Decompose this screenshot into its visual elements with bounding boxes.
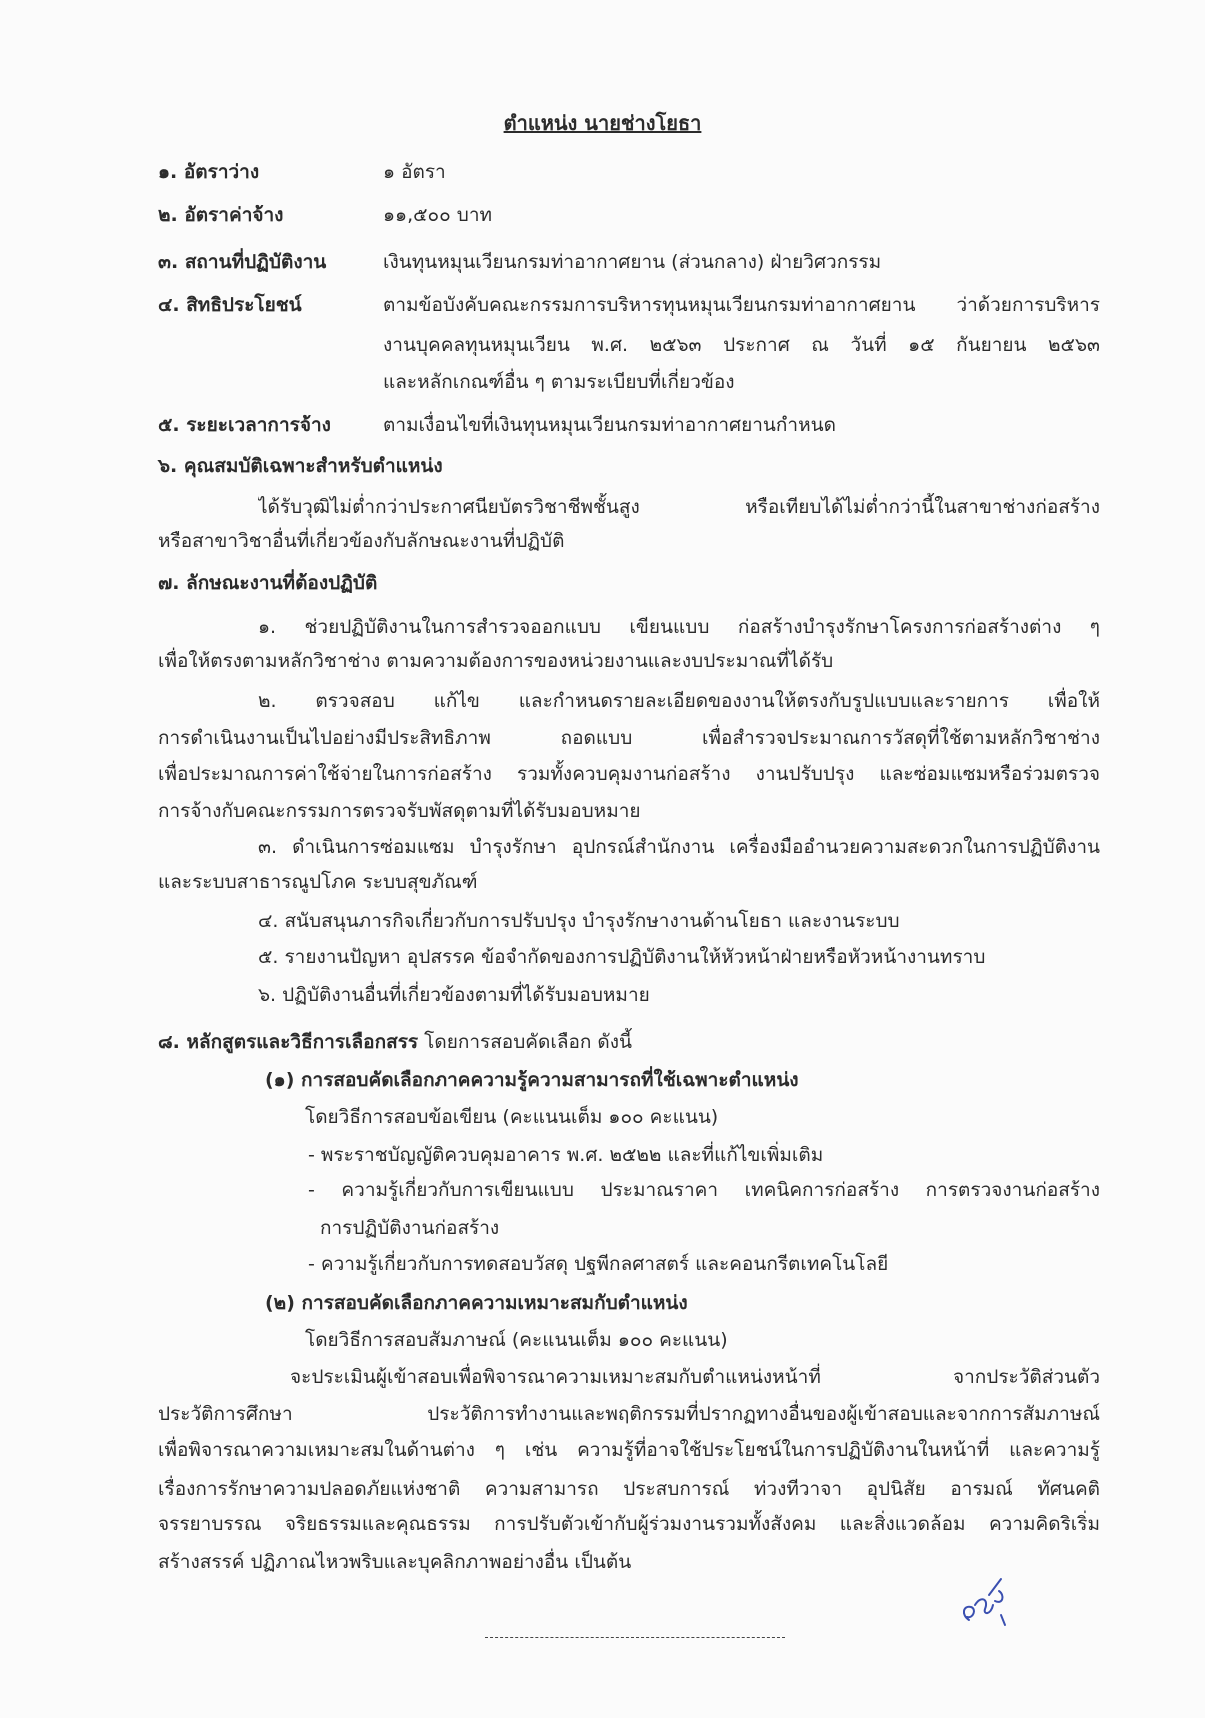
- duty-line: และระบบสาธารณูปโภค ระบบสุขภัณฑ์: [158, 871, 478, 893]
- exam-part-1-method: โดยวิธีการสอบข้อเขียน (คะแนนเต็ม ๑๐๐ คะแนน): [305, 1106, 719, 1128]
- item-8-label-rest: โดยการสอบคัดเลือก ดังนี้: [418, 1031, 633, 1053]
- handwritten-initials: [955, 1565, 1015, 1635]
- item-6-line: หรือสาขาวิชาอื่นที่เกี่ยวข้องกับลักษณะงานที่ปฏิบัติ: [158, 530, 565, 552]
- exam-topic: การปฏิบัติงานก่อสร้าง: [320, 1217, 500, 1239]
- exam-topic: - พระราชบัญญัติควบคุมอาคาร พ.ศ. ๒๕๒๒ และที่แก้ไขเพิ่มเติม: [308, 1144, 824, 1166]
- item-4-label: ๔. สิทธิประโยชน์: [158, 294, 302, 316]
- evaluation-line: จรรยาบรรณ จริยธรรมและคุณธรรม การปรับตัวเข้ากับผู้ร่วมงานรวมทั้งสังคม และสิ่งแวดล้อม ความคิดริเริ่ม: [158, 1513, 1100, 1535]
- item-2-value: ๑๑,๕๐๐ บาท: [383, 204, 493, 226]
- item-1-label: ๑. อัตราว่าง: [158, 161, 260, 183]
- evaluation-line: สร้างสรรค์ ปฏิภาณไหวพริบและบุคลิกภาพอย่างอื่น เป็นต้น: [158, 1551, 632, 1573]
- duty-line: ๒. ตรวจสอบ แก้ไข และกำหนดรายละเอียดของงานให้ตรงกับรูปแบบและรายการ เพื่อให้: [258, 690, 1100, 712]
- exam-topic: - ความรู้เกี่ยวกับการเขียนแบบ ประมาณราคา เทคนิคการก่อสร้าง การตรวจงานก่อสร้าง: [308, 1179, 1100, 1201]
- exam-part-2-heading: (๒) การสอบคัดเลือกภาคความเหมาะสมกับตำแหน่ง: [265, 1292, 688, 1314]
- evaluation-line: จะประเมินผู้เข้าสอบเพื่อพิจารณาความเหมาะสมกับตำแหน่งหน้าที่ จากประวัติส่วนตัว: [290, 1366, 1100, 1388]
- end-divider: [485, 1637, 785, 1638]
- item-8-label: ๘. หลักสูตรและวิธีการเลือกสรร: [158, 1031, 419, 1053]
- item-4-line: งานบุคคลทุนหมุนเวียน พ.ศ. ๒๕๖๓ ประกาศ ณ วันที่ ๑๕ กันยายน ๒๕๖๓: [383, 334, 1100, 356]
- exam-topic: - ความรู้เกี่ยวกับการทดสอบวัสดุ ปฐพีกลศาสตร์ และคอนกรีตเทคโนโลยี: [308, 1253, 889, 1275]
- duty-line: เพื่อประมาณการค่าใช้จ่ายในการก่อสร้าง รวมทั้งควบคุมงานก่อสร้าง งานปรับปรุง และซ่อมแซมหรือร่วมตรวจ: [158, 763, 1100, 785]
- duty-line: ๔. สนับสนุนภารกิจเกี่ยวกับการปรับปรุง บำรุงรักษางานด้านโยธา และงานระบบ: [258, 910, 900, 932]
- exam-part-1-heading: (๑) การสอบคัดเลือกภาคความรู้ความสามารถที่ใช้เฉพาะตำแหน่ง: [265, 1069, 799, 1091]
- item-4-line: ตามข้อบังคับคณะกรรมการบริหารทุนหมุนเวียนกรมท่าอากาศยาน ว่าด้วยการบริหาร: [383, 294, 1100, 316]
- duty-line: ๑. ช่วยปฏิบัติงานในการสำรวจออกแบบ เขียนแบบ ก่อสร้างบำรุงรักษาโครงการก่อสร้างต่าง ๆ: [258, 616, 1100, 638]
- duty-line: การจ้างกับคณะกรรมการตรวจรับพัสดุตามที่ได้รับมอบหมาย: [158, 800, 641, 822]
- item-1-value: ๑ อัตรา: [383, 161, 446, 183]
- duty-line: การดำเนินงานเป็นไปอย่างมีประสิทธิภาพ ถอดแบบ เพื่อสำรวจประมาณการวัสดุที่ใช้ตามหลักวิชาช่าง: [158, 727, 1100, 749]
- item-5-label: ๕. ระยะเวลาการจ้าง: [158, 414, 331, 436]
- item-4-line: และหลักเกณฑ์อื่น ๆ ตามระเบียบที่เกี่ยวข้อง: [383, 371, 735, 393]
- item-7-label: ๗. ลักษณะงานที่ต้องปฏิบัติ: [158, 572, 378, 594]
- duty-line: ๓. ดำเนินการซ่อมแซม บำรุงรักษา อุปกรณ์สำนักงาน เครื่องมืออำนวยความสะดวกในการปฏิบัติงาน: [258, 836, 1100, 858]
- evaluation-line: เรื่องการรักษาความปลอดภัยแห่งชาติ ความสามารถ ประสบการณ์ ท่วงทีวาจา อุปนิสัย อารมณ์ ทัศนคติ: [158, 1478, 1100, 1500]
- duty-line: ๕. รายงานปัญหา อุปสรรค ข้อจำกัดของการปฏิบัติงานให้หัวหน้าฝ่ายหรือหัวหน้างานทราบ: [258, 946, 986, 968]
- item-3-value: เงินทุนหมุนเวียนกรมท่าอากาศยาน (ส่วนกลาง) ฝ่ายวิศวกรรม: [383, 251, 882, 273]
- item-6-line: ได้รับวุฒิไม่ต่ำกว่าประกาศนียบัตรวิชาชีพชั้นสูง หรือเทียบได้ไม่ต่ำกว่านี้ในสาขาช่างก่อสร้าง: [258, 496, 1100, 518]
- evaluation-line: เพื่อพิจารณาความเหมาะสมในด้านต่าง ๆ เช่น ความรู้ที่อาจใช้ประโยชน์ในการปฏิบัติงานในหน้าที่ และความรู้: [158, 1439, 1100, 1461]
- item-3-label: ๓. สถานที่ปฏิบัติงาน: [158, 251, 327, 273]
- item-2-label: ๒. อัตราค่าจ้าง: [158, 204, 284, 226]
- item-5-value: ตามเงื่อนไขที่เงินทุนหมุนเวียนกรมท่าอากาศยานกำหนด: [383, 414, 836, 436]
- item-8-heading: [158, 1028, 632, 1056]
- duty-line: ๖. ปฏิบัติงานอื่นที่เกี่ยวข้องตามที่ได้รับมอบหมาย: [258, 984, 650, 1006]
- exam-part-2-method: โดยวิธีการสอบสัมภาษณ์ (คะแนนเต็ม ๑๐๐ คะแนน): [305, 1329, 728, 1351]
- evaluation-line: ประวัติการศึกษา ประวัติการทำงานและพฤติกรรมที่ปรากฏทางอื่นของผู้เข้าสอบและจากการสัมภาษณ์: [158, 1403, 1100, 1425]
- item-6-label: ๖. คุณสมบัติเฉพาะสำหรับตำแหน่ง: [158, 455, 443, 477]
- page-title: ตำแหน่ง นายช่างโยธา: [503, 111, 702, 135]
- duty-line: เพื่อให้ตรงตามหลักวิชาช่าง ตามความต้องการของหน่วยงานและงบประมาณที่ได้รับ: [158, 650, 834, 672]
